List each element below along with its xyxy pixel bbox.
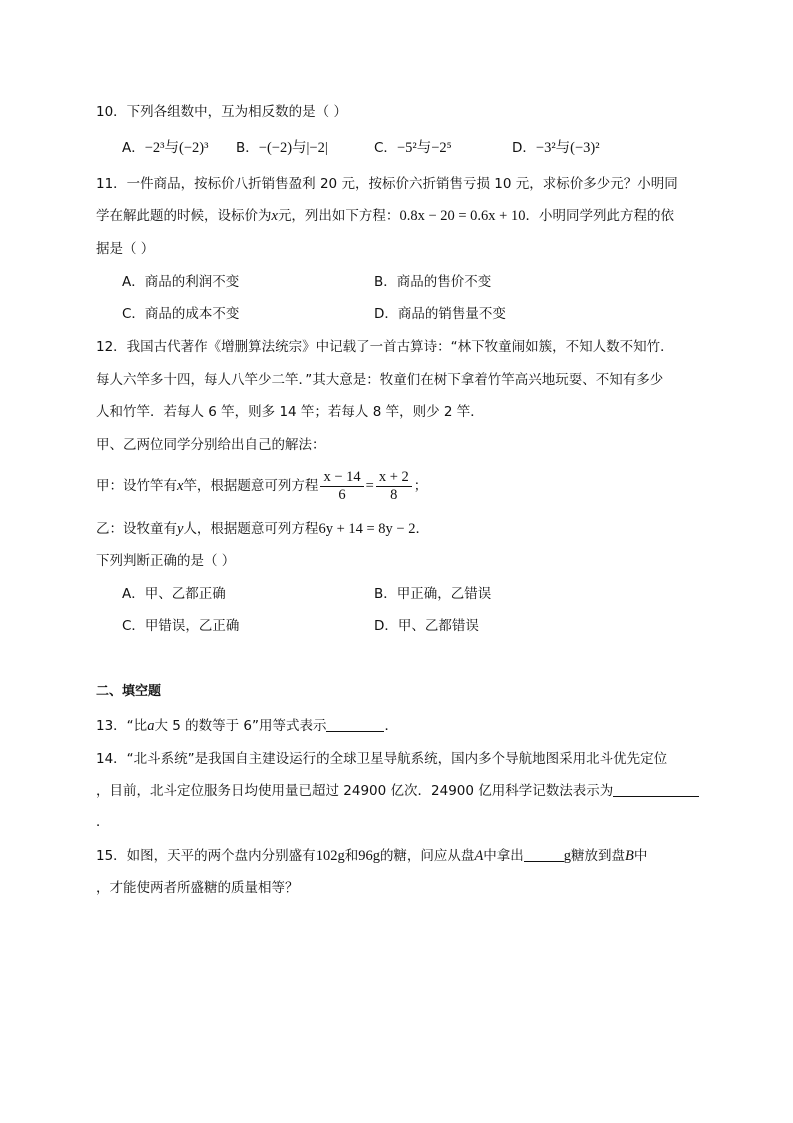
q15-answer-blank[interactable] xyxy=(524,847,564,862)
q12-line1: 12．我国古代著作《增删算法统宗》中记载了一首古算诗：“林下牧童闹如簇，不知人数不知竹． xyxy=(96,339,674,355)
q10-option-a-label: A． xyxy=(122,140,145,156)
q10-option-b-label: B． xyxy=(236,140,259,156)
q14-line3: ． xyxy=(96,814,110,830)
fraction-numerator: x + 2 xyxy=(376,469,412,487)
q15-and: 和 xyxy=(344,848,359,864)
q15-text-a: 15．如图，天平的两个盘内分别盛有 xyxy=(96,848,316,864)
q10-option-d-label: D． xyxy=(512,140,536,156)
q11-option-b: B．商品的售价不变 xyxy=(374,274,492,290)
q15-text-e: 中 xyxy=(633,848,648,864)
q15-mass-2: 96g xyxy=(358,848,380,864)
q11-line2-text-b: 元，列出如下方程： xyxy=(277,208,400,224)
q15-pan-b: B xyxy=(625,848,634,864)
q13-end: ． xyxy=(384,718,398,734)
q10-option-c xyxy=(374,138,452,158)
q11-equation: 0.8x − 20 = 0.6x + 10 xyxy=(399,208,526,224)
q10-option-b xyxy=(236,138,328,158)
q15-unit: g xyxy=(563,848,572,864)
q12-option-d: D．甲、乙都错误 xyxy=(374,618,479,634)
q10-option-a xyxy=(122,138,208,158)
q11-line1: 11．一件商品，按标价八折销售盈利 20 元，按标价六折销售亏损 10 元，求标价多少元？小明同 xyxy=(96,176,678,192)
q10-option-a-math: −2³与(−2)³ xyxy=(144,140,209,156)
fraction-denominator: 8 xyxy=(390,486,398,503)
q11-option-d: D．商品的销售量不变 xyxy=(374,306,506,322)
q12-line3: 人和竹竿．若每人 6 竿，则多 14 竿；若每人 8 竿，则少 2 竿． xyxy=(96,404,484,420)
q11-line2-text-a: 学在解此题的时候，设标价为 xyxy=(96,208,272,224)
q12-jia-fraction-2 xyxy=(376,469,412,504)
q10-option-d-math: −3²与(−3)² xyxy=(535,140,600,156)
q15-text-b: 的糖，问应从盘 xyxy=(379,848,475,864)
q12-jia-solution xyxy=(96,466,427,506)
q12-line2: 每人六竿多十四，每人八竿少二竿．”其大意是：牧童们在树下拿着竹竿高兴地玩耍、不知有多少 xyxy=(96,372,664,388)
q15-line2: ，才能使两者所盛糖的质量相等？ xyxy=(96,880,299,896)
q12-option-b: B．甲正确，乙错误 xyxy=(374,586,492,602)
q11-line2 xyxy=(96,206,674,226)
q13-answer-blank[interactable] xyxy=(326,717,384,732)
q12-yi-end: ． xyxy=(415,521,429,537)
q12-yi-solution xyxy=(96,519,429,539)
q10-option-b-math: −(−2)与|−2| xyxy=(258,140,328,156)
q15-text-d: 糖放到盘 xyxy=(571,848,626,864)
section-heading: 二、填空题 xyxy=(96,684,162,699)
q10-stem: 10．下列各组数中，互为相反数的是（ ） xyxy=(96,104,347,120)
q12-option-c: C．甲错误，乙正确 xyxy=(122,618,240,634)
q15-mass-1: 102g xyxy=(315,848,345,864)
q14-line2-text: ，目前，北斗定位服务日均使用量已超过 24900 亿次．24900 亿用科学记数法表示为 xyxy=(96,783,614,799)
q13-variable: a xyxy=(147,718,155,734)
q12-yi-equation: 6y + 14 = 8y − 2 xyxy=(318,521,416,537)
q11-variable-x: x xyxy=(271,208,278,224)
q11-line2-text-c: ．小明同学列此方程的依 xyxy=(525,208,674,224)
q11-option-a: A．商品的利润不变 xyxy=(122,274,240,290)
q12-jia-text-a: 甲：设竹竿有 xyxy=(96,478,177,494)
q15-line1 xyxy=(96,846,647,866)
q12-line7: 下列判断正确的是（ ） xyxy=(96,553,236,569)
q12-jia-fraction-1 xyxy=(320,469,363,504)
equals-sign: = xyxy=(365,478,374,494)
q13 xyxy=(96,716,398,736)
q12-option-a: A．甲、乙都正确 xyxy=(122,586,226,602)
q13-text-b: 大 5 的数等于 6”用等式表示 xyxy=(154,718,327,734)
q15-pan-a: A xyxy=(474,848,484,864)
q12-line4: 甲、乙两位同学分别给出自己的解法： xyxy=(96,437,326,453)
q13-text-a: 13．“比 xyxy=(96,718,148,734)
q14-line2 xyxy=(96,781,699,801)
q12-yi-text-a: 乙：设牧童有 xyxy=(96,521,177,537)
q12-yi-variable: y xyxy=(177,521,184,537)
q15-text-c: 中拿出 xyxy=(483,848,524,864)
fraction-numerator: x − 14 xyxy=(320,469,363,487)
q12-jia-variable: x xyxy=(177,478,184,494)
q12-yi-text-b: 人，根据题意可列方程 xyxy=(183,521,319,537)
q14-line1: 14．“北斗系统”是我国自主建设运行的全球卫星导航系统，国内多个导航地图采用北斗优先定位 xyxy=(96,751,668,767)
q10-option-d xyxy=(512,138,600,158)
fraction-denominator: 6 xyxy=(338,486,346,503)
q11-option-c: C．商品的成本不变 xyxy=(122,306,240,322)
q10-option-c-math: −5²与−2⁵ xyxy=(396,140,452,156)
q12-jia-text-b: 竿，根据题意可列方程 xyxy=(183,478,319,494)
q10-option-c-label: C． xyxy=(374,140,397,156)
q14-answer-blank[interactable] xyxy=(613,782,699,797)
q12-jia-end: ； xyxy=(413,478,428,494)
q11-line3: 据是（ ） xyxy=(96,241,155,257)
